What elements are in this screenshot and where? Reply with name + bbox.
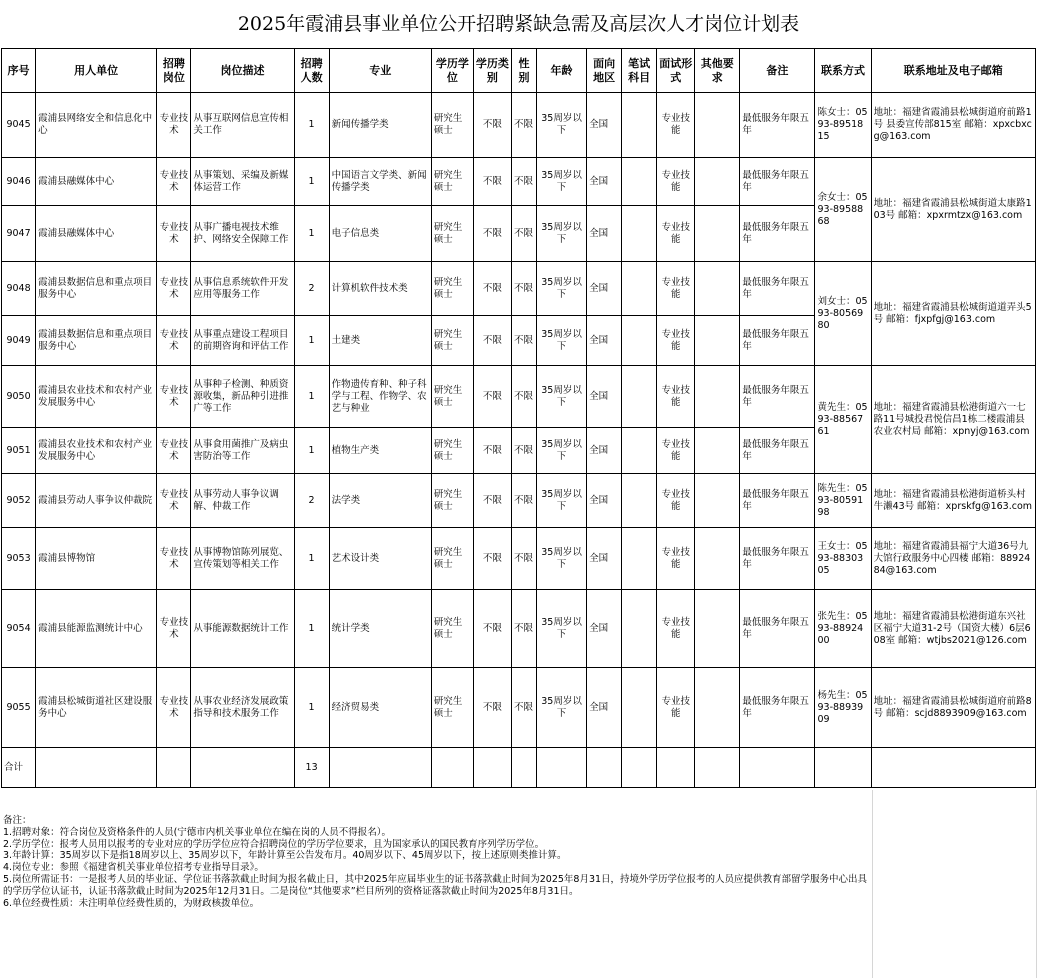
cell-degree: 研究生硕士	[431, 590, 473, 668]
cell-contact: 黄先生：0593-8856761	[815, 366, 871, 474]
cell-remark: 最低服务年限五年	[740, 262, 815, 316]
cell-contact: 刘女士：0593-8056980	[815, 262, 871, 366]
cell-interview: 专业技能	[657, 93, 695, 158]
cell-dtype: 不限	[473, 206, 511, 262]
empty-cell	[871, 748, 1035, 788]
col-header: 学历学位	[431, 49, 473, 93]
cell-area: 全国	[587, 262, 622, 316]
col-header: 招聘岗位	[157, 49, 191, 93]
cell-num: 2	[294, 474, 329, 528]
cell-no: 9047	[2, 206, 36, 262]
cell-sex: 不限	[511, 590, 536, 668]
cell-sex: 不限	[511, 206, 536, 262]
cell-written	[622, 262, 657, 316]
cell-written	[622, 316, 657, 366]
cell-degree: 研究生硕士	[431, 668, 473, 748]
cell-sex: 不限	[511, 428, 536, 474]
cell-dtype: 不限	[473, 668, 511, 748]
cell-unit: 霞浦县融媒体中心	[36, 206, 157, 262]
cell-no: 9052	[2, 474, 36, 528]
cell-contact: 王女士：0593-8830305	[815, 528, 871, 590]
cell-other	[695, 590, 740, 668]
cell-desc: 从事种子检测、种质资源收集，新品种引进推广等工作	[191, 366, 294, 428]
cell-post: 专业技术	[157, 206, 191, 262]
cell-dtype: 不限	[473, 93, 511, 158]
col-header: 招聘人数	[294, 49, 329, 93]
table-row	[2, 93, 1036, 158]
cell-area: 全国	[587, 528, 622, 590]
cell-other	[695, 366, 740, 428]
cell-degree: 研究生硕士	[431, 428, 473, 474]
cell-written	[622, 528, 657, 590]
cell-num: 1	[294, 93, 329, 158]
cell-remark: 最低服务年限五年	[740, 428, 815, 474]
empty-cell	[740, 748, 815, 788]
cell-interview: 专业技能	[657, 668, 695, 748]
cell-desc: 从事重点建设工程项目的前期咨询和评估工作	[191, 316, 294, 366]
cell-age: 35周岁以下	[536, 262, 586, 316]
cell-num: 1	[294, 158, 329, 206]
cell-area: 全国	[587, 590, 622, 668]
cell-post: 专业技术	[157, 158, 191, 206]
cell-num: 1	[294, 590, 329, 668]
cell-sex: 不限	[511, 474, 536, 528]
cell-remark: 最低服务年限五年	[740, 206, 815, 262]
cell-interview: 专业技能	[657, 262, 695, 316]
table-row	[2, 590, 1036, 668]
cell-interview: 专业技能	[657, 474, 695, 528]
cell-dtype: 不限	[473, 528, 511, 590]
cell-major: 统计学类	[329, 590, 431, 668]
cell-area: 全国	[587, 316, 622, 366]
cell-major: 经济贸易类	[329, 668, 431, 748]
cell-desc: 从事食用菌推广及病虫害防治等工作	[191, 428, 294, 474]
col-header: 性别	[511, 49, 536, 93]
note-line: 3.年龄计算：35周岁以下是指18周岁以上、35周岁以下，年龄计算至公告发布月。40周岁以下、45周岁以下，按上述原则类推计算。	[3, 850, 567, 862]
cell-sex: 不限	[511, 93, 536, 158]
cell-desc: 从事广播电视技术维护、网络安全保障工作	[191, 206, 294, 262]
cell-dtype: 不限	[473, 474, 511, 528]
cell-remark: 最低服务年限五年	[740, 316, 815, 366]
notes-section	[3, 815, 875, 909]
cell-address: 地址：福建省霞浦县松港街道东兴社区福宁大道31-2号（国资大楼）6层608室 邮箱：wtjbs2021@126.com	[871, 590, 1035, 668]
cell-dtype: 不限	[473, 158, 511, 206]
cell-written	[622, 93, 657, 158]
col-header: 面向地区	[587, 49, 622, 93]
cell-no: 9045	[2, 93, 36, 158]
cell-degree: 研究生硕士	[431, 528, 473, 590]
col-header: 联系地址及电子邮箱	[871, 49, 1035, 93]
cell-major: 土建类	[329, 316, 431, 366]
col-header: 学历类别	[473, 49, 511, 93]
cell-num: 1	[294, 206, 329, 262]
cell-area: 全国	[587, 158, 622, 206]
cell-unit: 霞浦县网络安全和信息化中心	[36, 93, 157, 158]
cell-age: 35周岁以下	[536, 93, 586, 158]
empty-cell	[657, 748, 695, 788]
cell-other	[695, 316, 740, 366]
cell-dtype: 不限	[473, 366, 511, 428]
cell-unit: 霞浦县数据信息和重点项目服务中心	[36, 262, 157, 316]
cell-area: 全国	[587, 93, 622, 158]
cell-unit: 霞浦县农业技术和农村产业发展服务中心	[36, 366, 157, 428]
cell-sex: 不限	[511, 262, 536, 316]
cell-desc: 从事博物馆陈列展览、宣传策划等相关工作	[191, 528, 294, 590]
cell-num: 2	[294, 262, 329, 316]
cell-major: 电子信息类	[329, 206, 431, 262]
cell-age: 35周岁以下	[536, 206, 586, 262]
cell-degree: 研究生硕士	[431, 93, 473, 158]
cell-other	[695, 93, 740, 158]
cell-num: 1	[294, 316, 329, 366]
header-row	[2, 49, 1036, 93]
cell-remark: 最低服务年限五年	[740, 93, 815, 158]
cell-degree: 研究生硕士	[431, 158, 473, 206]
cell-remark: 最低服务年限五年	[740, 528, 815, 590]
cell-unit: 霞浦县博物馆	[36, 528, 157, 590]
cell-written	[622, 428, 657, 474]
cell-no: 9049	[2, 316, 36, 366]
cell-age: 35周岁以下	[536, 366, 586, 428]
cell-post: 专业技术	[157, 428, 191, 474]
note-line: 4.岗位专业：参照《福建省机关事业单位招考专业指导目录》。	[3, 862, 264, 874]
cell-sex: 不限	[511, 528, 536, 590]
cell-contact: 余女士：0593-8958868	[815, 158, 871, 262]
col-header: 笔试科目	[622, 49, 657, 93]
cell-area: 全国	[587, 366, 622, 428]
cell-major: 植物生产类	[329, 428, 431, 474]
cell-contact: 陈女士：0593-8951815	[815, 93, 871, 158]
cell-written	[622, 206, 657, 262]
cell-no: 9051	[2, 428, 36, 474]
cell-address: 地址：福建省霞浦县松城街道太康路103号 邮箱：xpxrmtzx@163.com	[871, 158, 1035, 262]
cell-major: 艺术设计类	[329, 528, 431, 590]
cell-age: 35周岁以下	[536, 668, 586, 748]
cell-area: 全国	[587, 474, 622, 528]
cell-area: 全国	[587, 206, 622, 262]
cell-no: 9055	[2, 668, 36, 748]
cell-unit: 霞浦县松城街道社区建设服务中心	[36, 668, 157, 748]
table-row	[2, 158, 1036, 206]
cell-interview: 专业技能	[657, 206, 695, 262]
cell-desc: 从事劳动人事争议调解、仲裁工作	[191, 474, 294, 528]
total-row	[2, 748, 1036, 788]
cell-unit: 霞浦县劳动人事争议仲裁院	[36, 474, 157, 528]
total-label: 合计	[2, 748, 36, 788]
col-header: 岗位描述	[191, 49, 294, 93]
col-header: 专业	[329, 49, 431, 93]
table-row	[2, 474, 1036, 528]
note-line: 5.岗位所需证书：一是报考人员的毕业证、学位证书落款截止时间为报名截止日，其中2025年应届毕业生的证书落款截止时间为2025年8月31日，持境外学历学位报考的人员应提供教育部留学服务中心出具的学历学位认证书，认证书落款截止时间为2025年12月31日。二是岗位“其他要求”栏目所列的资格证落款截止时间为2025年8月31日。	[3, 873, 868, 897]
cell-contact: 杨先生：0593-8893909	[815, 668, 871, 748]
cell-age: 35周岁以下	[536, 590, 586, 668]
empty-cell	[815, 748, 871, 788]
cell-interview: 专业技能	[657, 158, 695, 206]
cell-post: 专业技术	[157, 590, 191, 668]
cell-area: 全国	[587, 428, 622, 474]
cell-degree: 研究生硕士	[431, 206, 473, 262]
cell-remark: 最低服务年限五年	[740, 366, 815, 428]
table-row	[2, 262, 1036, 316]
cell-num: 1	[294, 528, 329, 590]
cell-address: 地址：福建省霞浦县松城街道府前路8号 邮箱：scjd8893909@163.com	[871, 668, 1035, 748]
cell-remark: 最低服务年限五年	[740, 590, 815, 668]
cell-remark: 最低服务年限五年	[740, 668, 815, 748]
cell-interview: 专业技能	[657, 366, 695, 428]
cell-desc: 从事能源数据统计工作	[191, 590, 294, 668]
table-row	[2, 528, 1036, 590]
cell-address: 地址：福建省霞浦县松港街道桥头村牛濑43号 邮箱：xprskfg@163.com	[871, 474, 1035, 528]
cell-age: 35周岁以下	[536, 158, 586, 206]
cell-major: 新闻传播学类	[329, 93, 431, 158]
cell-other	[695, 474, 740, 528]
cell-written	[622, 366, 657, 428]
cell-written	[622, 158, 657, 206]
note-line: 备注：	[3, 815, 32, 826]
cell-sex: 不限	[511, 158, 536, 206]
cell-other	[695, 262, 740, 316]
cell-num: 1	[294, 366, 329, 428]
col-header: 面试形式	[657, 49, 695, 93]
empty-cell	[36, 748, 157, 788]
cell-other	[695, 528, 740, 590]
cell-desc: 从事农业经济发展政策指导和技术服务工作	[191, 668, 294, 748]
empty-cell	[511, 748, 536, 788]
cell-address: 地址：福建省霞浦县松港街道六一七路11号城投君悦信昌1栋二楼霞浦县农业农村局 邮箱：xpnyj@163.com	[871, 366, 1035, 474]
cell-address: 地址：福建省霞浦县福宁大道36号九大馆行政服务中心四楼 邮箱：8892484@163.com	[871, 528, 1035, 590]
cell-major: 计算机软件技术类	[329, 262, 431, 316]
cell-age: 35周岁以下	[536, 528, 586, 590]
cell-post: 专业技术	[157, 366, 191, 428]
cell-age: 35周岁以下	[536, 474, 586, 528]
empty-cell	[587, 748, 622, 788]
empty-cell	[329, 748, 431, 788]
cell-num: 1	[294, 428, 329, 474]
empty-cell	[695, 748, 740, 788]
cell-degree: 研究生硕士	[431, 474, 473, 528]
cell-interview: 专业技能	[657, 528, 695, 590]
empty-cell	[157, 748, 191, 788]
cell-unit: 霞浦县农业技术和农村产业发展服务中心	[36, 428, 157, 474]
cell-num: 1	[294, 668, 329, 748]
cell-degree: 研究生硕士	[431, 366, 473, 428]
cell-dtype: 不限	[473, 262, 511, 316]
col-header: 联系方式	[815, 49, 871, 93]
cell-other	[695, 158, 740, 206]
cell-no: 9053	[2, 528, 36, 590]
cell-dtype: 不限	[473, 590, 511, 668]
cell-sex: 不限	[511, 366, 536, 428]
note-line: 1.招聘对象：符合岗位及资格条件的人员(宁德市内机关事业单位在编在岗的人员不得报名）。	[3, 826, 392, 838]
empty-cell	[191, 748, 294, 788]
cell-address: 地址：福建省霞浦县松城街道府前路1号 县委宣传部815室 邮箱：xpxcbxcg@163.com	[871, 93, 1035, 158]
cell-desc: 从事互联网信息宣传相关工作	[191, 93, 294, 158]
empty-cell	[622, 748, 657, 788]
cell-major: 中国语言文学类、新闻传播学类	[329, 158, 431, 206]
cell-contact: 陈先生：0593-8059198	[815, 474, 871, 528]
cell-sex: 不限	[511, 668, 536, 748]
cell-post: 专业技术	[157, 528, 191, 590]
cell-interview: 专业技能	[657, 428, 695, 474]
cell-post: 专业技术	[157, 474, 191, 528]
cell-remark: 最低服务年限五年	[740, 158, 815, 206]
cell-desc: 从事信息系统软件开发应用等服务工作	[191, 262, 294, 316]
cell-degree: 研究生硕士	[431, 262, 473, 316]
cell-no: 9048	[2, 262, 36, 316]
note-line: 6.单位经费性质：未注明单位经费性质的，为财政核拨单位。	[3, 897, 260, 909]
cell-address: 地址：福建省霞浦县松城街道道弄头5号 邮箱：fjxpfgj@163.com	[871, 262, 1035, 366]
cell-other	[695, 206, 740, 262]
col-header: 其他要求	[695, 49, 740, 93]
cell-dtype: 不限	[473, 316, 511, 366]
cell-other	[695, 668, 740, 748]
cell-no: 9050	[2, 366, 36, 428]
cell-interview: 专业技能	[657, 590, 695, 668]
empty-cell	[473, 748, 511, 788]
cell-major: 法学类	[329, 474, 431, 528]
cell-major: 作物遗传育种、种子科学与工程、作物学、农艺与种业	[329, 366, 431, 428]
cell-no: 9054	[2, 590, 36, 668]
col-header: 年龄	[536, 49, 586, 93]
cell-age: 35周岁以下	[536, 428, 586, 474]
cell-area: 全国	[587, 668, 622, 748]
col-header: 用人单位	[36, 49, 157, 93]
note-line: 2.学历学位：报考人员用以报考的专业对应的学历学位应符合招聘岗位的学历学位要求，且为国家承认的国民教育序列学历学位。	[3, 838, 545, 850]
cell-post: 专业技术	[157, 93, 191, 158]
cell-written	[622, 474, 657, 528]
page-title: 2025年霞浦县事业单位公开招聘紧缺急需及高层次人才岗位计划表	[237, 13, 800, 35]
cell-no: 9046	[2, 158, 36, 206]
cell-contact: 张先生：0593-8892400	[815, 590, 871, 668]
cell-remark: 最低服务年限五年	[740, 474, 815, 528]
empty-cell	[536, 748, 586, 788]
cell-written	[622, 668, 657, 748]
cell-other	[695, 428, 740, 474]
col-header: 序号	[2, 49, 36, 93]
cell-unit: 霞浦县融媒体中心	[36, 158, 157, 206]
table-row	[2, 668, 1036, 748]
cell-post: 专业技术	[157, 262, 191, 316]
empty-cell	[431, 748, 473, 788]
positions-table	[1, 48, 1036, 788]
table-row	[2, 366, 1036, 428]
cell-post: 专业技术	[157, 316, 191, 366]
cell-age: 35周岁以下	[536, 316, 586, 366]
cell-written	[622, 590, 657, 668]
cell-dtype: 不限	[473, 428, 511, 474]
cell-sex: 不限	[511, 316, 536, 366]
cell-desc: 从事策划、采编及新媒体运营工作	[191, 158, 294, 206]
cell-unit: 霞浦县能源监测统计中心	[36, 590, 157, 668]
cell-interview: 专业技能	[657, 316, 695, 366]
total-count: 13	[294, 748, 329, 788]
cell-degree: 研究生硕士	[431, 316, 473, 366]
cell-post: 专业技术	[157, 668, 191, 748]
cell-unit: 霞浦县数据信息和重点项目服务中心	[36, 316, 157, 366]
col-header: 备注	[740, 49, 815, 93]
